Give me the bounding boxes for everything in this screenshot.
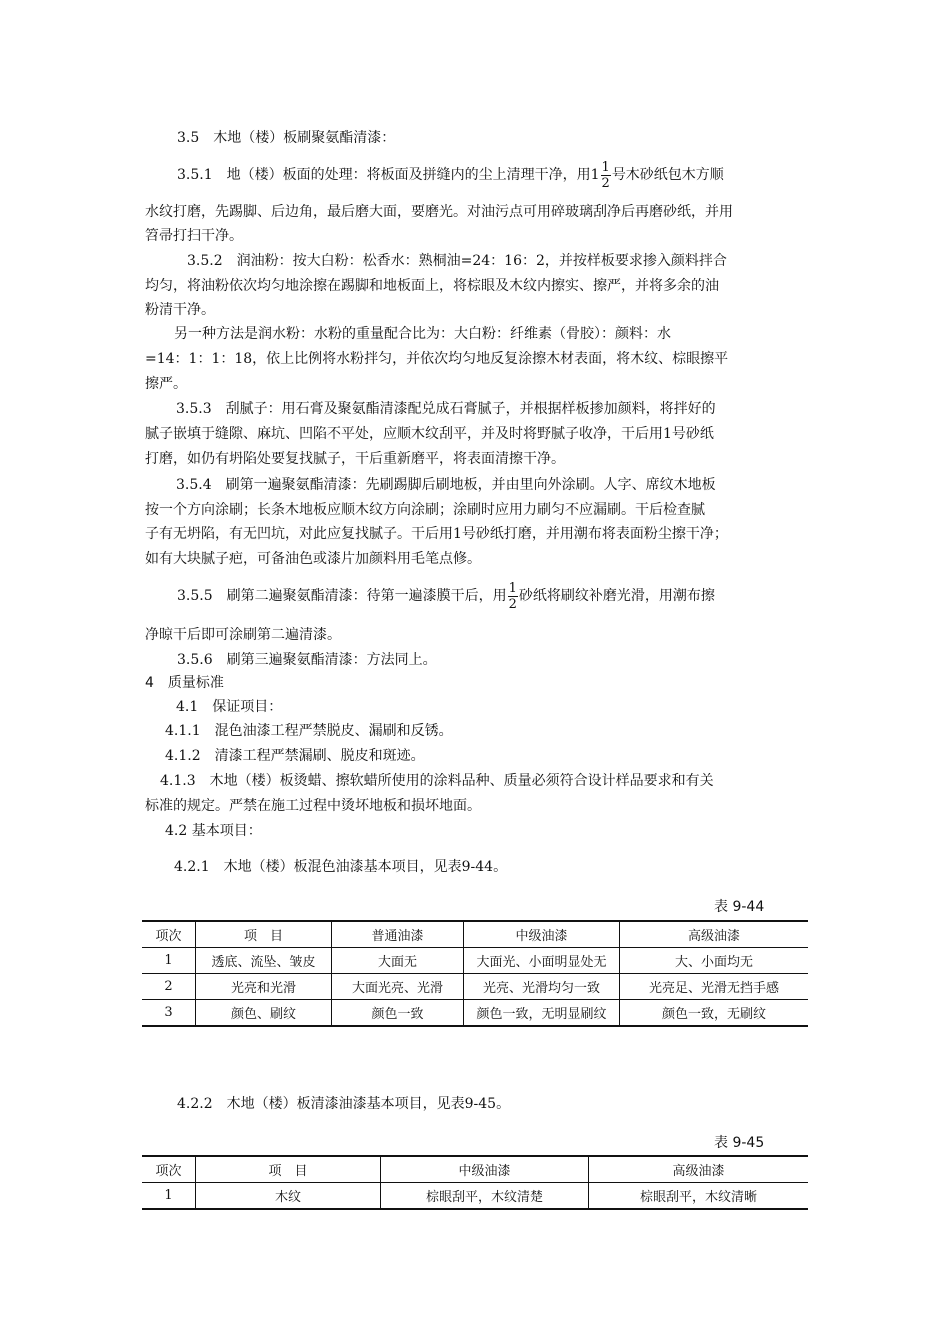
table-cell: 2	[142, 974, 196, 1000]
table-header-row	[142, 1156, 808, 1183]
para-3-5-1-line2: 水纹打磨，先踢脚、后边角，最后磨大面，要磨光。对油污点可用碎玻璃刮净后再磨砂纸，并用	[145, 204, 733, 220]
para-3-5-5-text-a: 3.5.5 刷第二遍聚氨酯清漆：待第一遍漆膜干后，用	[177, 588, 507, 604]
table-945-caption: 表 9-45	[714, 1135, 765, 1151]
para-4-1-3-line2: 标准的规定。严禁在施工过程中烫坏地板和损坏地面。	[145, 798, 481, 814]
para-3-5-3-line2: 腻子嵌填于缝隙、麻坑、凹陷不平处，应顺木纹刮平，并及时将野腻子收净，干后用1号砂纸	[145, 426, 714, 442]
para-3-5-6: 3.5.6 刷第三遍聚氨酯清漆：方法同上。	[177, 652, 437, 668]
table-header-cell: 中级油漆	[464, 921, 620, 948]
para-4-2-1: 4.2.1 木地（楼）板混色油漆基本项目，见表9-44。	[174, 859, 508, 875]
para-3-5-4-line3: 子有无坍陷，有无凹坑，对此应复找腻子。干后用1号砂纸打磨，并用潮布将表面粉尘擦干净；	[145, 526, 728, 542]
table-row	[142, 974, 808, 1000]
table-header-cell: 项次	[142, 1156, 196, 1183]
table-944-caption: 表 9-44	[714, 899, 765, 915]
para-3-5-2-line3: 粉清干净。	[145, 302, 215, 318]
fraction-half: $\frac{1}{2}$	[601, 159, 610, 191]
para-3-5-1-line3: 笤帚打扫干净。	[145, 228, 243, 244]
heading-4-2: 4.2 基本项目：	[165, 823, 262, 839]
table-row	[142, 1000, 808, 1027]
para-alt-line2: =14：1：1：18，依上比例将水粉拌匀，并依次均匀地反复涂擦木材表面，将木纹、棕眼擦平	[145, 351, 729, 367]
table-9-45	[142, 1155, 808, 1210]
para-3-5-3-line1: 3.5.3 刮腻子：用石膏及聚氨酯清漆配兑成石膏腻子，并根据样板掺加颜料，将拌好的	[176, 401, 716, 417]
para-3-5-4-line1: 3.5.4 刷第一遍聚氨酯清漆：先刷踢脚后刷地板，并由里向外涂刷。人字、席纹木地板	[176, 477, 716, 493]
table-cell: 大面无	[332, 948, 464, 974]
para-3-5-3-line3: 打磨，如仍有坍陷处要复找腻子，干后重新磨平，将表面清擦干净。	[145, 451, 565, 467]
table-cell: 木纹	[196, 1183, 381, 1210]
table-header-cell: 普通油漆	[332, 921, 464, 948]
para-4-1-2: 4.1.2 清漆工程严禁漏刷、脱皮和斑迹。	[165, 748, 425, 764]
para-3-5-4-line4: 如有大块腻子疤，可备油色或漆片加颜料用毛笔点修。	[145, 551, 481, 567]
table-header-cell: 中级油漆	[381, 1156, 589, 1183]
table-cell: 大面光亮、光滑	[332, 974, 464, 1000]
heading-4: 4 质量标准	[145, 675, 224, 691]
table-header-row	[142, 921, 808, 948]
para-4-1-1: 4.1.1 混色油漆工程严禁脱皮、漏刷和反锈。	[165, 723, 453, 739]
table-header-cell: 项次	[142, 921, 196, 948]
table-cell: 颜色一致，无刷纹	[620, 1000, 809, 1027]
heading-3-5: 3.5 木地（楼）板刷聚氨酯清漆：	[177, 130, 396, 146]
table-cell: 光亮、光滑均匀一致	[464, 974, 620, 1000]
table-header-cell: 高级油漆	[620, 921, 809, 948]
table-cell: 颜色一致	[332, 1000, 464, 1027]
table-cell: 大、小面均无	[620, 948, 809, 974]
para-3-5-5-line2: 净晾干后即可涂刷第二遍清漆。	[145, 627, 341, 643]
para-3-5-4-line2: 按一个方向涂刷；长条木地板应顺木纹方向涂刷；涂刷时应用力刷匀不应漏刷。干后检查腻	[145, 502, 705, 518]
para-3-5-1-line1	[177, 158, 724, 192]
para-3-5-5-text-b: 砂纸将刷纹补磨光滑，用潮布擦	[518, 588, 715, 604]
para-3-5-2-line2: 均匀，将油粉依次均匀地涂擦在踢脚和地板面上，将棕眼及木纹内擦实、擦严，并将多余的油	[145, 278, 719, 294]
fraction-half: $\frac{1}{2}$	[508, 580, 517, 612]
table-cell: 3	[142, 1000, 196, 1027]
para-3-5-1-text-a: 3.5.1 地（楼）板面的处理：将板面及拼缝内的尘上清理干净，用1	[177, 167, 600, 183]
para-4-2-2: 4.2.2 木地（楼）板清漆油漆基本项目，见表9-45。	[177, 1096, 511, 1112]
table-9-44	[142, 920, 808, 1027]
para-3-5-1-text-b: 号木砂纸包木方顺	[611, 167, 724, 183]
table-cell: 颜色一致，无明显刷纹	[464, 1000, 620, 1027]
table-header-cell: 高级油漆	[589, 1156, 809, 1183]
table-cell: 1	[142, 948, 196, 974]
table-header-cell: 项 目	[196, 1156, 381, 1183]
table-header-cell: 项 目	[196, 921, 332, 948]
table-cell: 大面光、小面明显处无	[464, 948, 620, 974]
para-4-1-3-line1: 4.1.3 木地（楼）板烫蜡、擦软蜡所使用的涂料品种、质量必须符合设计样品要求和有关	[160, 773, 714, 789]
para-3-5-5-line1	[177, 579, 715, 613]
table-row	[142, 948, 808, 974]
table-cell: 1	[142, 1183, 196, 1210]
table-row	[142, 1183, 808, 1210]
table-cell: 光亮足、光滑无挡手感	[620, 974, 809, 1000]
table-cell: 颜色、刷纹	[196, 1000, 332, 1027]
para-alt-line1: 另一种方法是润水粉：水粉的重量配合比为：大白粉：纤维素（骨胶）：颜料：水	[174, 326, 671, 342]
table-cell: 光亮和光滑	[196, 974, 332, 1000]
table-cell: 棕眼刮平，木纹清楚	[381, 1183, 589, 1210]
table-cell: 透底、流坠、皱皮	[196, 948, 332, 974]
table-cell: 棕眼刮平，木纹清晰	[589, 1183, 809, 1210]
para-alt-line3: 擦严。	[145, 376, 187, 392]
heading-4-1: 4.1 保证项目：	[176, 699, 283, 715]
para-3-5-2-line1: 3.5.2 润油粉：按大白粉：松香水：熟桐油=24：16：2，并按样板要求掺入颜料拌合	[187, 253, 727, 269]
